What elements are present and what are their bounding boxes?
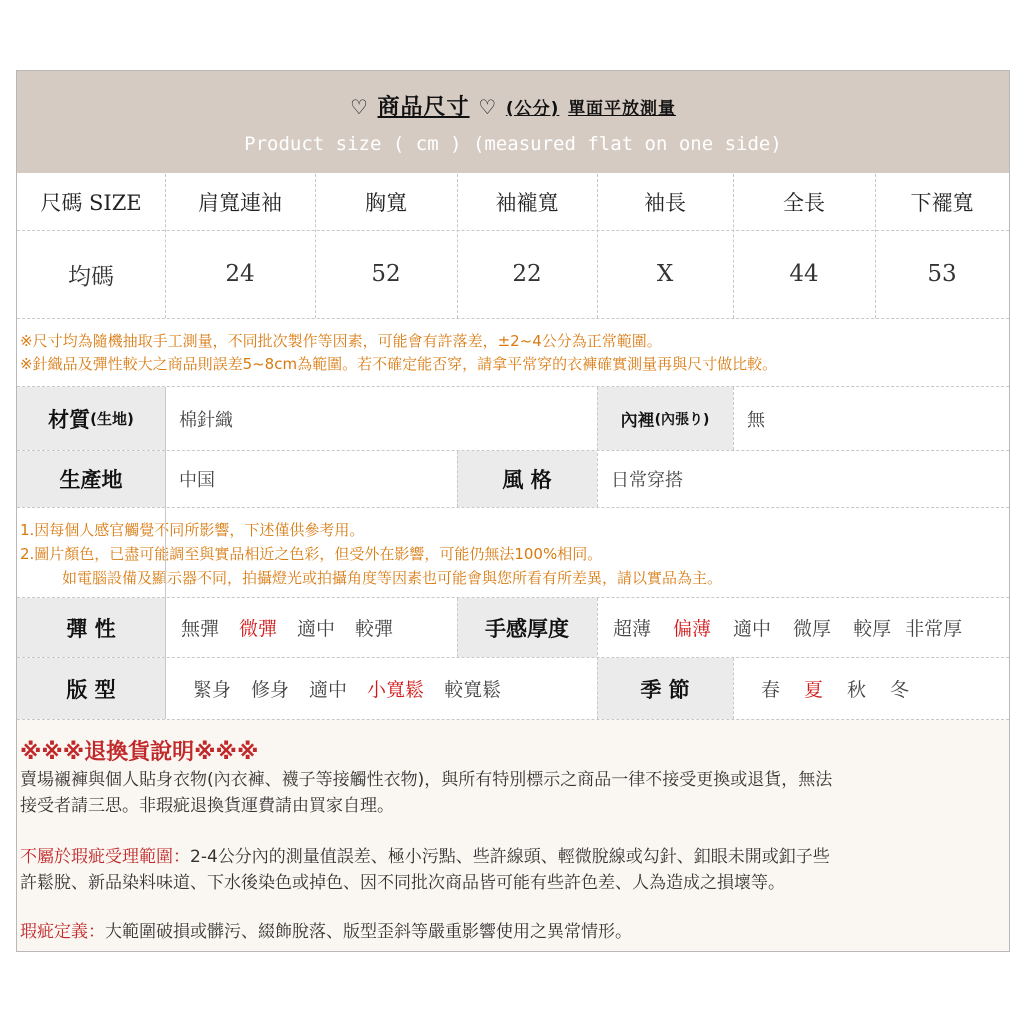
origin-value: 中国: [179, 470, 215, 491]
season-label: 季 節: [597, 658, 733, 719]
size-header-shoulder: 肩寬連袖: [198, 191, 282, 215]
thickness-label: 手感厚度: [457, 598, 597, 657]
size-value-shoulder: 24: [225, 261, 255, 287]
size-value-length: 44: [789, 261, 819, 287]
nondefect-line-1: [20, 842, 830, 867]
season-option-selected: 夏: [804, 679, 824, 701]
thickness-option: 適中: [733, 618, 772, 640]
elasticity-option: 適中: [297, 618, 336, 640]
policy-title: ※※※退換貨說明※※※: [20, 740, 259, 765]
thickness-options: [597, 598, 1009, 657]
fit-option: 緊身: [193, 679, 232, 701]
heart-icon: ♡: [349, 95, 369, 119]
unit-text: (公分): [505, 99, 560, 119]
method-text: 單面平放測量: [568, 99, 677, 119]
disclaimer-note-2: 2.圖片顏色，已盡可能調至與實品相近之色彩，但受外在影響，可能仍無法100%相同。: [20, 545, 603, 563]
title-text: 商品尺寸: [377, 95, 470, 120]
elasticity-option-selected: 微彈: [239, 618, 278, 640]
defect-line: [20, 917, 632, 942]
defect-label: 瑕疵定義：: [20, 922, 105, 942]
season-options: [733, 658, 1009, 719]
nondefect-text: 2-4公分內的測量值誤差、極小污點、些許線頭、輕微脫線或勾針、釦眼未開或釦子些: [190, 847, 830, 867]
disclaimer-note-1: 1.因每個人感官觸覺不同所影響，下述僅供參考用。: [20, 521, 365, 539]
material-value: 棉針織: [179, 409, 233, 431]
measure-note: ※尺寸均為隨機抽取手工測量，不同批次製作等因素，可能會有許落差，±2~4公分為正常範圍。: [20, 332, 662, 350]
season-option: 秋: [847, 679, 867, 701]
elasticity-option: 較彈: [355, 618, 394, 640]
size-header-sleeve: 袖長: [644, 191, 686, 215]
size-header-chest: 胸寬: [365, 191, 407, 215]
nondefect-line-2: 許鬆脫、新品染料味道、下水後染色或掉色、因不同批次商品皆可能有些許色差、人為造成之損壞等。: [20, 873, 785, 893]
thickness-option: 微厚: [793, 618, 832, 640]
lining-label: 內裡 (內張り): [597, 387, 733, 450]
thickness-option: 超薄: [613, 618, 652, 640]
knit-note: ※針織品及彈性較大之商品則誤差5~8cm為範圍。若不確定能否穿，請拿平常穿的衣褲確實測量再與尺寸做比較。: [20, 355, 778, 373]
header-banner: [17, 71, 1009, 173]
page-title: [17, 90, 1009, 121]
size-value-size: 均碼: [68, 263, 114, 290]
heart-icon: ♡: [478, 95, 498, 119]
fit-options: [165, 658, 597, 719]
fit-label: 版 型: [17, 658, 165, 719]
style-value: 日常穿搭: [611, 470, 683, 491]
return-policy: [17, 720, 1009, 951]
fit-option-selected: 小寬鬆: [367, 679, 425, 701]
season-option: 冬: [890, 679, 910, 701]
season-option: 春: [761, 679, 781, 701]
page-subtitle: Product size ( cm ) (measured flat on one side): [244, 133, 782, 155]
fit-option: 修身: [251, 679, 290, 701]
fit-option: 適中: [309, 679, 348, 701]
size-value-armhole: 22: [512, 261, 542, 287]
thickness-option-selected: 偏薄: [673, 618, 712, 640]
thickness-option: 非常厚: [905, 618, 963, 640]
size-header-length: 全長: [783, 191, 825, 215]
origin-label: 生產地: [17, 451, 165, 507]
size-value-sleeve: X: [656, 261, 674, 287]
size-header-armhole: 袖襱寬: [495, 191, 559, 215]
size-header-hem: 下襬寬: [910, 191, 974, 215]
elasticity-option: 無彈: [181, 618, 220, 640]
defect-text: 大範圍破損或髒污、綴飾脫落、版型歪斜等嚴重影響使用之異常情形。: [105, 922, 632, 942]
size-value-chest: 52: [371, 261, 401, 287]
nondefect-label: 不屬於瑕疵受理範圍：: [20, 847, 190, 867]
size-header-size: 尺碼 SIZE: [40, 191, 142, 215]
material-label: 材質 (生地): [17, 387, 165, 450]
elasticity-options: [165, 598, 457, 657]
policy-line-1: 賣場襯褲與個人貼身衣物(內衣褲、襪子等接觸性衣物)，與所有特別標示之商品一律不接受更換或退貨，無法: [20, 770, 833, 790]
lining-value: 無: [747, 409, 765, 431]
fit-option: 較寬鬆: [444, 679, 502, 701]
style-label: 風 格: [457, 451, 597, 507]
thickness-option: 較厚: [853, 618, 892, 640]
elasticity-label: 彈 性: [17, 598, 165, 657]
policy-line-2: 接受者請三思。非瑕疵退換貨運費請由買家自理。: [20, 796, 394, 816]
size-value-hem: 53: [927, 261, 957, 287]
disclaimer-note-3: 如電腦設備及顯示器不同，拍攝燈光或拍攝角度等因素也可能會與您所看有所差異，請以實品為主。: [62, 569, 723, 587]
